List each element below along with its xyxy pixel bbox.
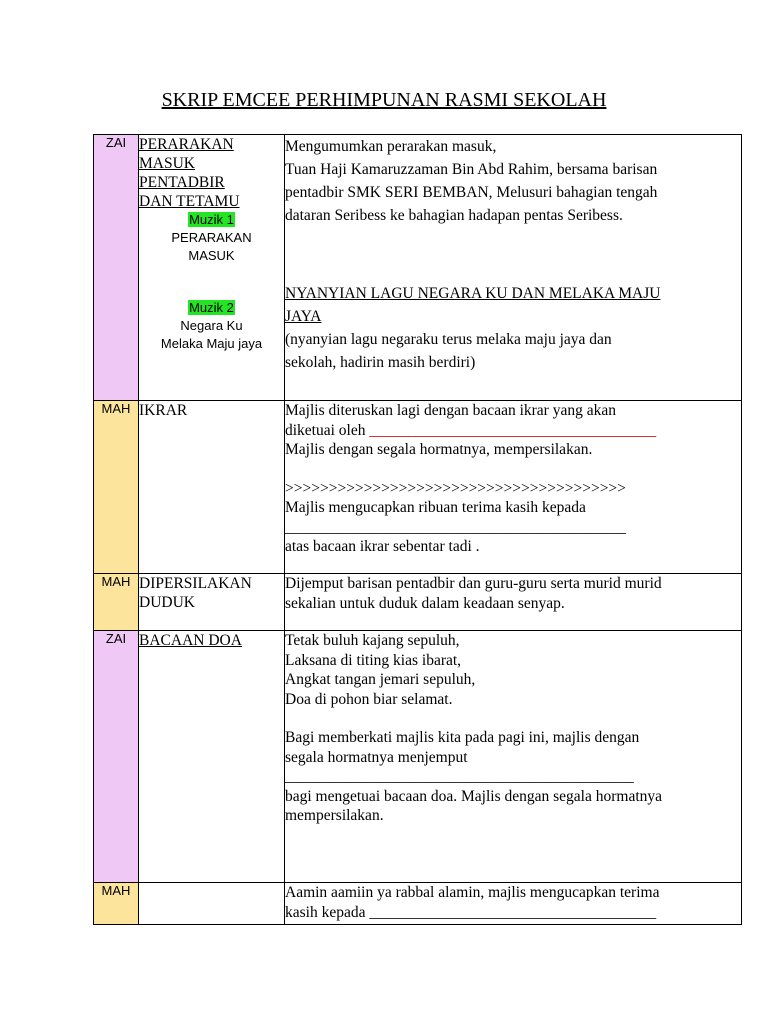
name-blank: _____________________________________ <box>369 421 657 439</box>
segment-title: BACAAN DOA <box>139 632 242 649</box>
separator-arrows: >>>>>>>>>>>>>>>>>>>>>>>>>>>>>>>>>>>>>>> <box>285 479 626 497</box>
script-line: dataran Seribess ke bahagian hadapan pentas Seribess. <box>285 207 623 224</box>
music-2-line: Negara Ku <box>180 318 243 333</box>
host-label: ZAI <box>105 135 127 150</box>
pantun-line: Doa di pohon biar selamat. <box>285 690 453 708</box>
script-line: segala hormatnya menjemput <box>285 748 468 766</box>
script-text: kasih kepada <box>285 903 366 921</box>
script-row-doa <box>94 631 742 883</box>
pantun-line: Laksana di titing kias ibarat, <box>285 651 462 669</box>
script-row-duduk <box>94 574 742 631</box>
script-line: Majlis mengucapkan ribuan terima kasih kepada <box>285 499 586 516</box>
music-1-line: MASUK <box>188 248 235 263</box>
script-row-penutup <box>94 883 742 925</box>
host-cell <box>94 631 139 883</box>
name-blank: ____________________________________________ <box>285 518 626 536</box>
music-1-line: PERARAKAN <box>171 230 252 245</box>
script-line: Bagi memberkati majlis kita pada pagi ini, majlis dengan <box>285 729 640 746</box>
segment-title: IKRAR <box>139 402 188 419</box>
host-label: ZAI <box>105 631 127 646</box>
anthem-note: sekolah, hadirin masih berdiri) <box>285 354 476 371</box>
host-cell <box>94 574 139 631</box>
music-2-block <box>139 299 284 353</box>
music-2-tag: Muzik 2 <box>189 300 234 315</box>
script-line: Majlis diteruskan lagi dengan bacaan ikrar yang akan <box>285 402 616 419</box>
script-text-cell <box>285 135 742 401</box>
segment-title-line: DAN TETAMU <box>139 193 240 210</box>
segment-title-line: DUDUK <box>139 594 195 611</box>
script-line <box>285 421 741 441</box>
anthem-note: (nyanyian lagu negaraku terus melaka maju jaya dan <box>285 331 612 348</box>
host-label: MAH <box>101 574 131 589</box>
document-title: SKRIP EMCEE PERHIMPUNAN RASMI SEKOLAH <box>161 89 607 111</box>
music-1-tag: Muzik 1 <box>189 212 234 227</box>
segment-title-line: PERARAKAN <box>139 136 234 153</box>
emcee-script-table <box>93 134 742 925</box>
host-cell <box>94 401 139 574</box>
script-line <box>285 903 741 923</box>
segment-cell <box>139 401 285 574</box>
host-cell <box>94 883 139 925</box>
script-row-ikrar <box>94 401 742 574</box>
pantun-line: Angkat tangan jemari sepuluh, <box>285 671 476 688</box>
script-text: diketuai oleh <box>285 421 366 439</box>
script-text-cell <box>285 883 742 925</box>
script-line: Majlis dengan segala hormatnya, mempersilakan. <box>285 441 593 458</box>
script-text-cell <box>285 574 742 631</box>
segment-title-line: PENTADBIR <box>139 174 225 191</box>
script-line: Mengumumkan perarakan masuk, <box>285 138 497 155</box>
host-label: MAH <box>101 883 131 898</box>
segment-title-line: MASUK <box>139 155 195 172</box>
script-line: mempersilakan. <box>285 807 384 824</box>
script-line: atas bacaan ikrar sebentar tadi . <box>285 538 480 555</box>
host-label: MAH <box>101 401 131 416</box>
script-line: sekalian untuk duduk dalam keadaan senyap. <box>285 594 565 612</box>
segment-title-line: DIPERSILAKAN <box>139 575 252 592</box>
anthem-heading: NYANYIAN LAGU NEGARA KU DAN MELAKA MAJU <box>285 285 661 302</box>
script-line: Aamin aamiin ya rabbal alamin, majlis mengucapkan terima <box>285 884 660 901</box>
segment-cell <box>139 574 285 631</box>
script-text-cell <box>285 401 742 574</box>
segment-cell <box>139 631 285 883</box>
script-text-cell <box>285 631 742 883</box>
script-line: Tuan Haji Kamaruzzaman Bin Abd Rahim, bersama barisan <box>285 161 658 178</box>
segment-cell <box>139 135 285 401</box>
script-line: bagi mengetuai bacaan doa. Majlis dengan segala hormatnya <box>285 787 663 805</box>
name-blank: _____________________________________ <box>369 903 657 921</box>
script-line: pentadbir SMK SERI BEMBAN, Melusuri bahagian tengah <box>285 184 658 201</box>
music-1-block <box>139 211 284 265</box>
segment-cell <box>139 883 285 925</box>
pantun-line: Tetak buluh kajang sepuluh, <box>285 632 460 649</box>
music-2-line: Melaka Maju jaya <box>160 336 263 351</box>
script-row-perarakan <box>94 135 742 401</box>
host-cell <box>94 135 139 401</box>
script-line: Dijemput barisan pentadbir dan guru-guru serta murid murid <box>285 575 662 592</box>
name-blank: _____________________________________________ <box>285 768 634 785</box>
anthem-heading: JAYA <box>285 308 322 325</box>
